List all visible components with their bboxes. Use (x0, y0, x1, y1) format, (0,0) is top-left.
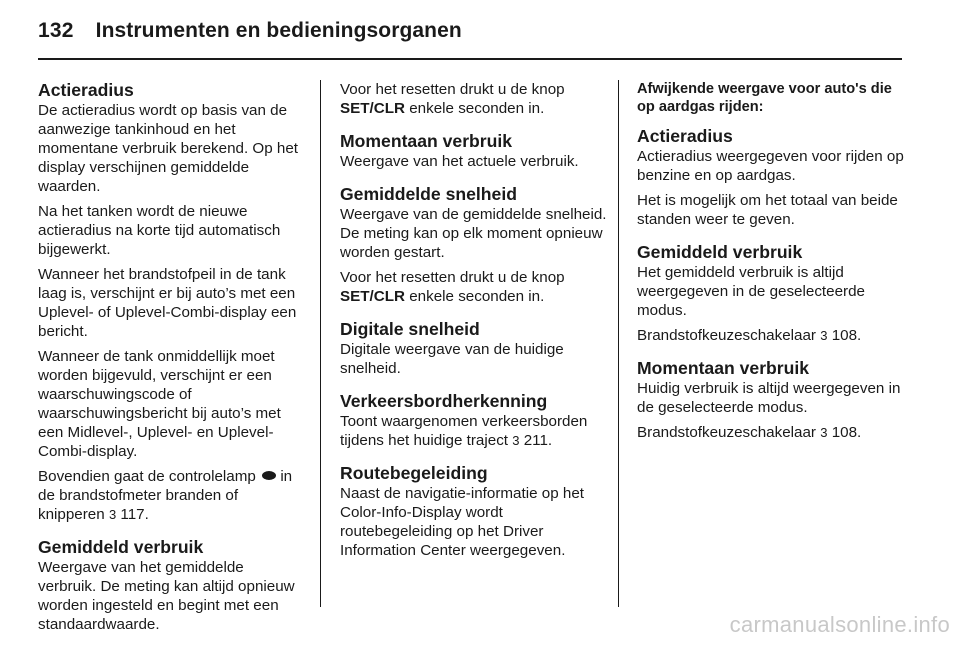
text: Brandstofkeuzeschakelaar (637, 327, 816, 344)
section-title: Actieradius (637, 126, 733, 146)
paragraph: Het is mogelijk om het totaal van beide standen weer te geven. (637, 192, 898, 228)
page-number: 132 (38, 19, 74, 42)
section-gemiddeld-verbruik (38, 537, 306, 634)
paragraph: Digitale weergave van de huidige snelheid. (340, 341, 564, 377)
section-reset-note (340, 80, 608, 118)
page-reference-arrow-icon: 3 (820, 328, 828, 343)
section-title: Gemiddeld verbruik (38, 537, 204, 557)
section-title: Verkeersbordherkenning (340, 391, 548, 411)
paragraph (637, 423, 905, 442)
column-2 (340, 80, 608, 573)
text: Brandstofkeuzeschakelaar (637, 424, 816, 441)
section-title: Momentaan verbruik (340, 131, 513, 151)
paragraph: Het gemiddeld verbruik is altijd weergegeven in de geselecteerde modus. (637, 264, 865, 319)
page-reference-arrow-icon: 3 (108, 507, 117, 522)
column-1 (38, 80, 306, 647)
section-gemiddelde-snelheid (340, 184, 608, 306)
paragraph (340, 268, 608, 306)
paragraph: Weergave van het gemiddelde verbruik. De meting kan altijd opnieuw worden ingesteld en begint met een standaardwaarde. (38, 559, 295, 633)
column-3 (637, 80, 905, 455)
cng-note: Afwijkende weergave voor auto's die op aardgas rijden: (637, 81, 892, 115)
fuel-warning-lamp-icon (262, 471, 276, 480)
section-title: Actieradius (38, 80, 134, 100)
paragraph (38, 467, 306, 524)
section-verkeersbordherkenning (340, 391, 608, 450)
page-reference[interactable]: 211. (523, 432, 553, 449)
page-reference-arrow-icon: 3 (512, 433, 520, 448)
key-label: SET/CLR (340, 100, 405, 117)
page-reference[interactable]: 117. (120, 506, 149, 523)
text: Bovendien gaat de controlelamp (38, 468, 256, 485)
text: enkele seconden in. (409, 288, 545, 305)
paragraph (340, 80, 608, 118)
section-momentaan-verbruik (340, 131, 608, 171)
section-digitale-snelheid (340, 319, 608, 378)
paragraph: Wanneer het brandstofpeil in de tank laag is, verschijnt er bij auto’s met een Uplevel- of Uplevel-Combi-display een bericht. (38, 266, 297, 340)
paragraph: Weergave van de gemiddelde snelheid. De meting kan op elk moment opnieuw worden gestart. (340, 206, 607, 261)
section-title: Routebegeleiding (340, 463, 488, 483)
section-actieradius (38, 80, 306, 524)
paragraph: Weergave van het actuele verbruik. (340, 153, 579, 170)
paragraph: Wanneer de tank onmiddellijk moet worden bijgevuld, verschijnt er een waarschuwingscode of waarschuwingsbericht bij auto’s met een Midlevel-, Uplevel- en Uplevel-Combi-display. (38, 348, 281, 460)
paragraph: Huidig verbruik is altijd weergegeven in de geselecteerde modus. (637, 380, 901, 416)
section-gemiddeld-verbruik-cng (637, 242, 905, 345)
paragraph: De actieradius wordt op basis van de aanwezige tankinhoud en het momentane verbruik berekend. Op het display verschijnen gemiddelde waarden. (38, 102, 299, 195)
text: Voor het resetten drukt u de knop (340, 81, 565, 98)
section-actieradius-cng (637, 126, 905, 229)
header-divider (38, 58, 902, 60)
column-divider-2 (618, 80, 619, 607)
text: Toont waargenomen verkeersborden tijdens het huidige traject (340, 413, 588, 449)
paragraph: Naast de navigatie-informatie op het Color-Info-Display wordt routebegeleiding op het Driver Information Center weergegeven. (340, 485, 584, 559)
page-reference-arrow-icon: 3 (820, 425, 828, 440)
paragraph: Actieradius weergegeven voor rijden op benzine en op aardgas. (637, 148, 904, 184)
watermark: carmanualsonline.info (729, 612, 950, 637)
section-title: Digitale snelheid (340, 319, 480, 339)
key-label: SET/CLR (340, 288, 405, 305)
text: Voor het resetten drukt u de knop (340, 269, 565, 286)
paragraph (637, 326, 905, 345)
section-title: Gemiddeld verbruik (637, 242, 803, 262)
page-reference[interactable]: 108. (831, 327, 862, 344)
text: in de brandstofmeter branden of knipperen (38, 468, 293, 523)
column-divider-1 (320, 80, 321, 607)
text: enkele seconden in. (409, 100, 545, 117)
section-title: Momentaan verbruik (637, 358, 810, 378)
section-momentaan-verbruik-cng (637, 358, 905, 442)
paragraph (340, 412, 608, 450)
page-reference[interactable]: 108. (831, 424, 862, 441)
section-routebegeleiding (340, 463, 608, 560)
page-title: Instrumenten en bedieningsorganen (95, 19, 462, 42)
paragraph: Na het tanken wordt de nieuwe actieradius na korte tijd automatisch bijgewerkt. (38, 203, 281, 258)
section-title: Gemiddelde snelheid (340, 184, 517, 204)
page-header (38, 14, 462, 48)
